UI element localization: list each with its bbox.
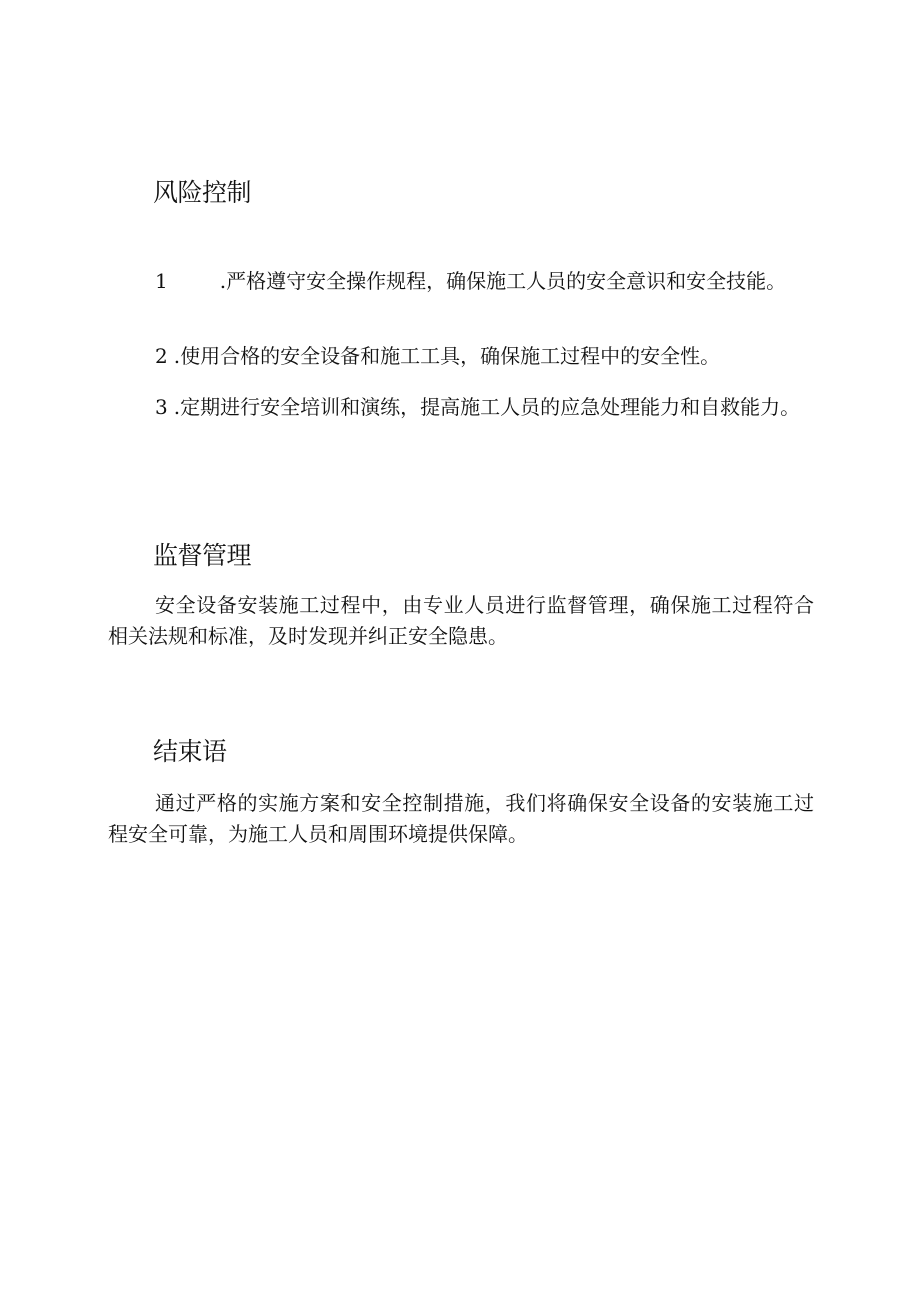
list-item-number: 1 <box>155 269 168 293</box>
paragraph-conclusion: 通过严格的实施方案和安全控制措施，我们将确保安全设备的安装施工过程安全可靠，为施工人员和周围环境提供保障。 <box>108 791 814 846</box>
list-item-text: .定期进行安全培训和演练，提高施工人员的应急处理能力和自救能力。 <box>173 395 801 419</box>
list-item-text: .严格遵守安全操作规程，确保施工人员的安全意识和安全技能。 <box>219 269 787 293</box>
list-item-number: 2 <box>155 344 168 368</box>
list-item-text: .使用合格的安全设备和施工工具，确保施工过程中的安全性。 <box>173 344 721 368</box>
list-item-3 <box>108 392 814 423</box>
heading-risk-control: 风险控制 <box>153 178 252 207</box>
paragraph-supervision: 安全设备安装施工过程中，由专业人员进行监督管理，确保施工过程符合相关法规和标准，及时发现并纠正安全隐患。 <box>108 593 814 648</box>
list-item-number: 3 <box>155 395 168 419</box>
heading-conclusion: 结束语 <box>153 737 227 766</box>
list-item-1 <box>108 266 814 297</box>
list-item-2 <box>108 341 814 372</box>
heading-supervision: 监督管理 <box>153 541 252 570</box>
